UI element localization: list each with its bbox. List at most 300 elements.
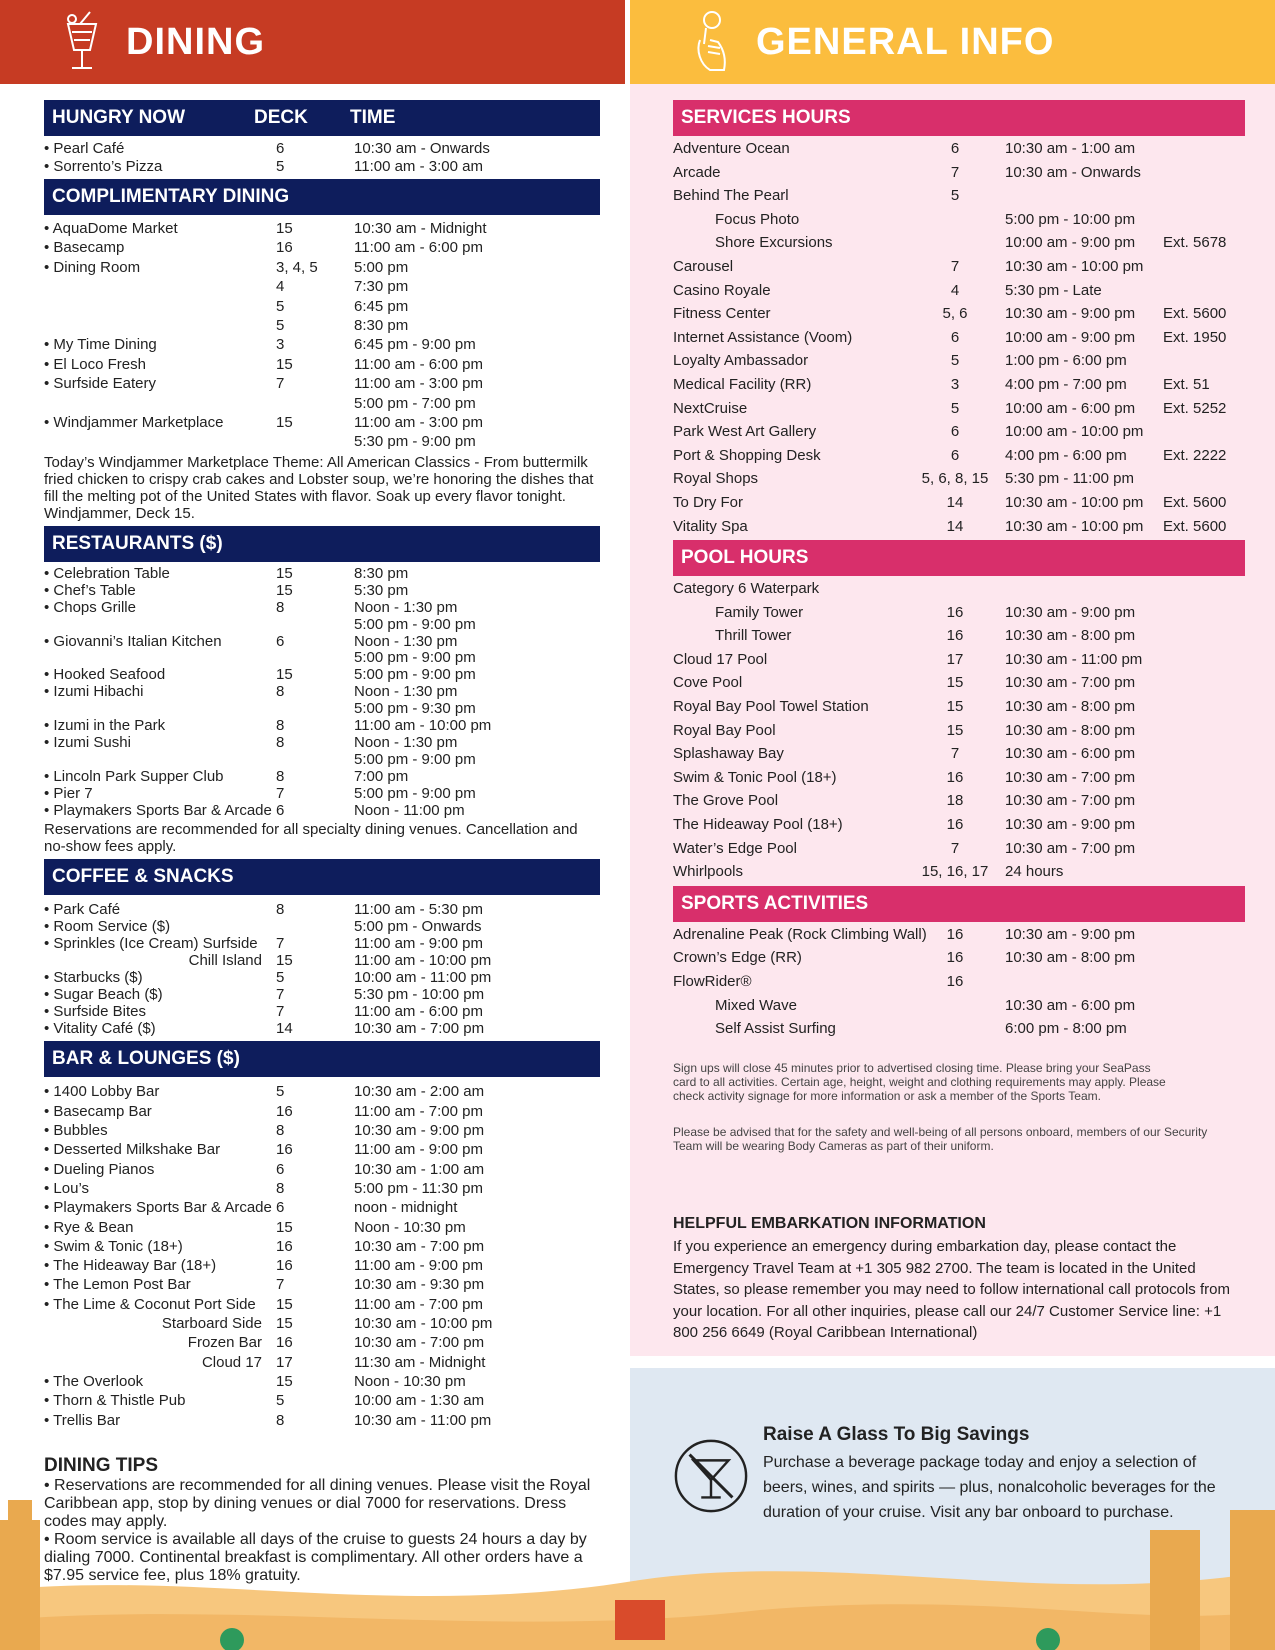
pool-hours-list	[673, 577, 1245, 884]
venue-name: Carousel	[673, 257, 734, 275]
venue-name: • The Overlook	[44, 1372, 144, 1390]
deck-number: 5, 6, 8, 15	[921, 470, 989, 488]
venue-name: Swim & Tonic Pool (18+)	[673, 768, 837, 786]
hours: Noon - 10:30 pm	[354, 1372, 466, 1390]
venue-name	[44, 432, 276, 451]
deck-number: 16	[276, 1334, 293, 1352]
deck-number: 4	[950, 281, 960, 299]
venue-name: Loyalty Ambassador	[673, 352, 809, 370]
venue-name: • Starbucks ($)	[44, 969, 143, 987]
deck-number: 7	[276, 935, 285, 953]
hours	[1005, 970, 1163, 994]
hours: 11:00 am - 5:30 pm	[354, 901, 483, 919]
deck-number: 8	[276, 901, 285, 919]
windjammer-theme-note: Today’s Windjammer Marketplace Theme: All American Classics - From buttermilk fried chicken to crispy crab cakes and Lobster soup, we’re honoring the dishes that fill the melting pot of the United States with flavor. Soak up every flavor tonight. Windjammer, Deck 15.	[44, 453, 594, 522]
list-item	[44, 786, 600, 803]
deck-number: 8	[276, 1411, 285, 1429]
venue-name: FlowRider®	[673, 973, 752, 990]
coffee-snacks-list	[44, 901, 600, 1037]
coffee-snacks-header: COFFEE & SNACKS	[44, 859, 600, 895]
list-item	[673, 444, 1245, 468]
venue-name: • Sprinkles (Ice Cream) Surfside	[44, 935, 258, 953]
venue-name: Focus Photo	[715, 210, 800, 228]
venue-name	[44, 297, 276, 316]
venue-name: • Rye & Bean	[44, 1218, 134, 1236]
list-item	[44, 803, 600, 820]
hours: 11:00 am - 10:00 pm	[354, 717, 492, 735]
list-item	[673, 601, 1245, 625]
hours: 10:30 am - 9:00 pm	[1005, 305, 1136, 323]
deck-number: 7	[276, 986, 285, 1004]
deck-number: 16	[276, 1102, 293, 1120]
services-hours-list	[673, 137, 1245, 538]
list-item	[673, 137, 1245, 161]
hours: 11:00 am - 6:00 pm	[354, 1003, 483, 1021]
deck-number: 15	[276, 581, 293, 599]
general-info-column	[673, 100, 1245, 1153]
venue-name: Fitness Center	[673, 305, 771, 323]
hungry-now-list	[44, 140, 600, 175]
deck-number: 4	[276, 278, 285, 296]
extension	[1163, 420, 1245, 444]
extension: Ext. 5678	[1163, 234, 1227, 252]
venue-name	[44, 394, 276, 413]
hours: 11:00 am - 10:00 pm	[354, 952, 492, 970]
hours: 10:30 am - 7:00 pm	[354, 1334, 485, 1352]
extension	[1163, 137, 1245, 161]
hours: Noon - 1:30 pm	[354, 598, 458, 616]
complimentary-dining-header: COMPLIMENTARY DINING	[44, 179, 600, 215]
list-item	[673, 624, 1245, 648]
venue-name: Royal Bay Pool Towel Station	[673, 698, 869, 716]
hours: 10:30 am - 9:00 pm	[1005, 816, 1136, 834]
dining-column	[44, 100, 600, 1430]
list-item	[44, 335, 600, 354]
hours: 10:30 am - 8:00 pm	[1005, 949, 1136, 967]
security-cameras-note: Please be advised that for the safety and well-being of all persons onboard, members of our Security Team will be wearing Body Cameras as part of their uniform.	[673, 1124, 1208, 1153]
hours: 11:00 am - 9:00 pm	[354, 1141, 483, 1159]
list-item	[44, 735, 600, 752]
hours: 10:30 am - 8:00 pm	[1005, 627, 1136, 645]
deck-number: 6	[276, 632, 285, 650]
promo-title: Raise A Glass To Big Savings	[763, 1424, 1030, 1445]
list-item	[44, 969, 600, 986]
list-item	[673, 255, 1245, 279]
venue-name	[44, 650, 276, 667]
list-item	[44, 1391, 600, 1410]
deck-number	[276, 617, 354, 634]
extension: Ext. 5252	[1163, 399, 1227, 417]
hours: 10:30 am - 6:00 pm	[1005, 745, 1136, 763]
list-item	[673, 161, 1245, 185]
list-item	[673, 946, 1245, 970]
list-item	[44, 1082, 600, 1101]
hours: Noon - 1:30 pm	[354, 632, 458, 650]
hours: 5:00 pm - 9:00 pm	[354, 750, 476, 768]
deck-number: 14	[946, 517, 964, 535]
hours: 5:30 pm - Late	[1005, 281, 1102, 299]
deck-number: 16	[276, 1237, 293, 1255]
deck-number: 15	[276, 355, 293, 373]
list-item	[673, 279, 1245, 303]
hours: 10:00 am - 9:00 pm	[1005, 234, 1136, 252]
deck-number	[905, 577, 1005, 601]
beverage-promo	[763, 1424, 1243, 1525]
hours: 5:00 pm - Onwards	[354, 918, 482, 936]
deck-number: 15	[946, 674, 964, 692]
list-item	[44, 277, 600, 296]
sports-activities-list	[673, 923, 1245, 1041]
deck-number: 17	[276, 1353, 293, 1371]
extension: Ext. 5600	[1163, 517, 1227, 535]
list-item	[673, 577, 1245, 601]
deck-number: 15	[276, 666, 293, 684]
deck-number: 3	[950, 375, 960, 393]
deck-number	[276, 432, 354, 451]
hours: 1:00 pm - 6:00 pm	[1005, 352, 1127, 370]
extension: Ext. 5600	[1163, 305, 1227, 323]
hours: 5:00 pm - 9:00 pm	[354, 666, 476, 684]
list-item	[673, 766, 1245, 790]
venue-name	[44, 701, 276, 718]
list-item	[44, 394, 600, 413]
list-item	[44, 566, 600, 583]
hours	[1005, 577, 1163, 601]
restaurants-header: RESTAURANTS ($)	[44, 526, 600, 562]
deck-number: 14	[276, 1020, 293, 1038]
hours: 11:00 am - 6:00 pm	[354, 355, 483, 373]
venue-name: • My Time Dining	[44, 336, 157, 354]
list-item	[44, 432, 600, 451]
list-item	[673, 860, 1245, 884]
deck-number	[276, 394, 354, 413]
hours: 5:00 pm - 9:00 pm	[354, 615, 476, 633]
sports-signup-note: Sign ups will close 45 minutes prior to advertised closing time. Please bring your SeaPass card to all activities. Certain age, height, weight and clothing requirements may apply. Please check activity signage for more information or ask a member of the Sports Team.	[673, 1060, 1166, 1103]
hours: 10:30 am - Midnight	[354, 220, 487, 237]
extension	[1163, 255, 1245, 279]
venue-name: • Sorrento’s Pizza	[44, 157, 163, 175]
info-header	[630, 0, 1275, 84]
venue-name: • Surfside Eatery	[44, 375, 156, 393]
venue-name: • The Hideaway Bar (18+)	[44, 1257, 217, 1275]
dining-tips-room-service: • Room service is available all days of the cruise to guests 24 hours a day by dialing 7000. Continental breakfast is complimentary. All other orders have a $7.95 service fee, plus 18% gratuity.	[44, 1531, 587, 1584]
deck-number: 5	[950, 352, 960, 370]
dining-tips-title: DINING TIPS	[44, 1455, 159, 1476]
deck-number: 3	[276, 336, 285, 354]
promo-text: Purchase a beverage package today and enjoy a selection of beers, wines, and spirits — plus, nonalcoholic beverages for the duration of your cruise. Visit any bar onboard to purchase.	[763, 1454, 1216, 1521]
venue-name: Adrenaline Peak (Rock Climbing Wall)	[673, 925, 927, 943]
hours: 10:30 am - Onwards	[1005, 163, 1141, 181]
venue-name: • Playmakers Sports Bar & Arcade	[44, 801, 272, 819]
venue-name: • Lou’s	[44, 1179, 90, 1197]
deck-number: 6	[950, 328, 960, 346]
venue-name: • Thorn & Thistle Pub	[44, 1392, 186, 1410]
list-item	[44, 355, 600, 374]
list-item	[44, 769, 600, 786]
hours: 10:30 am - 7:00 pm	[1005, 792, 1136, 810]
hours: 5:00 pm - 10:00 pm	[1005, 210, 1136, 228]
list-item	[673, 515, 1245, 539]
venue-name: Behind The Pearl	[673, 187, 789, 205]
deck-number	[905, 994, 1005, 1018]
complimentary-dining-list	[44, 219, 600, 452]
deck-number: 8	[276, 767, 285, 785]
hours: 10:30 am - 7:00 pm	[354, 1237, 485, 1255]
venue-name: • AquaDome Market	[44, 220, 178, 237]
deck-number: 16	[946, 949, 964, 967]
deck-number: 6	[950, 140, 960, 157]
deck-number: 7	[950, 839, 960, 857]
deck-number: 14	[946, 493, 964, 511]
deck-number: 15	[946, 698, 964, 716]
deck-number: 7	[950, 745, 960, 763]
list-item	[44, 667, 600, 684]
venue-name: • Desserted Milkshake Bar	[44, 1141, 221, 1159]
deck-number: 18	[946, 792, 964, 810]
list-item	[44, 1020, 600, 1037]
hours: 5:00 pm - 9:30 pm	[354, 700, 476, 718]
list-item	[673, 837, 1245, 861]
list-item	[673, 789, 1245, 813]
venue-name: Internet Assistance (Voom)	[673, 328, 853, 346]
deck-number: 16	[276, 1141, 293, 1159]
venue-name: Adventure Ocean	[673, 140, 790, 157]
venue-name: Port & Shopping Desk	[673, 446, 821, 464]
hours: 10:30 am - 1:00 am	[1005, 140, 1136, 157]
list-item	[673, 970, 1245, 994]
hours: 10:30 am - Onwards	[354, 140, 490, 157]
list-item	[44, 1218, 600, 1237]
venue-name: Shore Excursions	[715, 234, 833, 252]
hours: 5:30 pm	[354, 581, 409, 599]
list-item	[44, 600, 600, 617]
list-item	[44, 617, 600, 634]
venue-name: Mixed Wave	[715, 996, 797, 1014]
embarkation-title: HELPFUL EMBARKATION INFORMATION	[673, 1215, 986, 1232]
hours: 10:30 am - 2:00 am	[354, 1083, 485, 1101]
hours: 5:00 pm - 9:00 pm	[354, 649, 476, 667]
extension: Ext. 5600	[1163, 493, 1227, 511]
list-item	[44, 752, 600, 769]
deck-number: 5	[950, 187, 960, 205]
venue-name: • Sugar Beach ($)	[44, 986, 163, 1004]
hours: 5:00 pm - 9:00 pm	[354, 784, 476, 802]
deck-number	[905, 231, 1005, 255]
hours: 5:00 pm	[354, 258, 409, 276]
venue-name: • Park Café	[44, 901, 121, 919]
deck-number: 8	[276, 733, 285, 751]
list-item	[44, 718, 600, 735]
list-item	[673, 695, 1245, 719]
bar-lounges-list	[44, 1082, 600, 1429]
list-item	[673, 397, 1245, 421]
hours: 10:30 am - 10:00 pm	[1005, 517, 1144, 535]
venue-name: • El Loco Fresh	[44, 355, 146, 373]
venue-name: Park West Art Gallery	[673, 423, 817, 441]
list-item	[673, 491, 1245, 515]
venue-name: NextCruise	[673, 399, 748, 417]
hours: Noon - 11:00 pm	[354, 801, 465, 819]
hours: Noon - 1:30 pm	[354, 733, 458, 751]
list-item	[44, 258, 600, 277]
hours: Noon - 1:30 pm	[354, 683, 458, 701]
hours: 11:00 am - 9:00 pm	[354, 1257, 483, 1275]
venue-name: Royal Shops	[673, 470, 759, 488]
deck-number: 6	[276, 1199, 285, 1217]
venue-name: Chill Island	[188, 952, 262, 970]
list-item	[673, 671, 1245, 695]
deck-number: 5	[950, 399, 960, 417]
deck-number: 16	[946, 973, 964, 990]
hours: 11:30 am - Midnight	[354, 1353, 486, 1371]
venue-name: • Room Service ($)	[44, 918, 171, 936]
deck-number: 5, 6	[942, 305, 968, 323]
list-item	[44, 986, 600, 1003]
venue-name: Cloud 17 Pool	[673, 650, 768, 668]
hours: 10:30 am - 9:30 pm	[354, 1276, 485, 1294]
deck-number	[276, 701, 354, 718]
hours: 11:00 am - 3:00 pm	[354, 375, 483, 393]
extension	[1163, 349, 1245, 373]
venue-name: • Trellis Bar	[44, 1411, 121, 1429]
hours: noon - midnight	[354, 1199, 458, 1217]
deck-number: 6	[276, 801, 285, 819]
hours: 10:30 am - 1:00 am	[354, 1160, 485, 1178]
deck-number: 15	[276, 952, 293, 970]
extension: Ext. 2222	[1163, 446, 1227, 464]
list-item	[44, 1295, 600, 1314]
deck-number: 7	[276, 1276, 285, 1294]
list-item	[673, 742, 1245, 766]
hours: Noon - 10:30 pm	[354, 1218, 466, 1236]
hours: 10:00 am - 9:00 pm	[1005, 328, 1136, 346]
list-item	[673, 208, 1245, 232]
hours: 5:00 pm - 7:00 pm	[354, 394, 476, 412]
venue-name	[44, 316, 276, 335]
list-item	[673, 420, 1245, 444]
list-item	[44, 158, 600, 176]
list-item	[44, 1237, 600, 1256]
deck-number: 16	[946, 768, 964, 786]
services-hours-header: SERVICES HOURS	[673, 100, 1245, 136]
list-item	[44, 140, 600, 158]
hours: 5:30 pm - 9:00 pm	[354, 433, 476, 451]
sports-activities-header: SPORTS ACTIVITIES	[673, 886, 1245, 922]
deck-number: 15	[276, 1218, 293, 1236]
list-item	[44, 1102, 600, 1121]
venue-name: Splashaway Bay	[673, 745, 784, 763]
venue-name: The Hideaway Pool (18+)	[673, 816, 843, 834]
hours: 10:00 am - 10:00 pm	[1005, 423, 1144, 441]
hours: 10:00 am - 1:30 am	[354, 1392, 485, 1410]
list-item	[673, 184, 1245, 208]
list-item	[44, 1372, 600, 1391]
list-item	[44, 952, 600, 969]
venue-name: • Celebration Table	[44, 564, 170, 582]
venue-name: Frozen Bar	[187, 1334, 262, 1352]
dining-title: DINING	[126, 20, 265, 63]
hours: 11:00 am - 7:00 pm	[354, 1102, 483, 1120]
deck-number: 15	[276, 220, 293, 237]
venue-name: • The Lime & Coconut Port Side	[44, 1295, 256, 1313]
venue-name: • Windjammer Marketplace	[44, 414, 224, 432]
hours: 10:30 am - 11:00 pm	[1005, 650, 1143, 668]
venue-name: Cloud 17	[201, 1353, 262, 1371]
list-item	[673, 813, 1245, 837]
hours: 10:30 am - 8:00 pm	[1005, 698, 1136, 716]
list-item	[44, 1121, 600, 1140]
list-item	[44, 413, 600, 432]
venue-name: • 1400 Lobby Bar	[44, 1083, 160, 1101]
venue-name: • Pearl Café	[44, 140, 125, 157]
list-item	[44, 1160, 600, 1179]
venue-name: Water’s Edge Pool	[673, 839, 797, 857]
deck-number: 8	[276, 598, 285, 616]
venue-name: Royal Bay Pool	[673, 721, 776, 739]
hours: 10:30 am - 7:00 pm	[1005, 674, 1136, 692]
hours: 10:30 am - 11:00 pm	[354, 1411, 492, 1429]
hours: 4:00 pm - 7:00 pm	[1005, 375, 1127, 393]
cocktail-icon	[60, 10, 104, 74]
venue-name: • Izumi Sushi	[44, 733, 131, 751]
list-item	[44, 1333, 600, 1352]
deck-number: 15	[276, 1372, 293, 1390]
venue-name: • Dining Room	[44, 258, 141, 276]
deck-number	[276, 650, 354, 667]
deck-number: 5	[276, 969, 285, 987]
list-item	[673, 648, 1245, 672]
list-item	[44, 1314, 600, 1333]
hours: 10:30 am - 6:00 pm	[1005, 996, 1136, 1014]
hours: 24 hours	[1005, 863, 1064, 881]
list-item	[44, 219, 600, 238]
venue-name: Casino Royale	[673, 281, 771, 299]
deck-number: 6	[276, 1160, 285, 1178]
venue-name: • Surfside Bites	[44, 1003, 146, 1021]
deck-number: 8	[276, 683, 285, 701]
extension	[1163, 279, 1245, 303]
pool-hours-header: POOL HOURS	[673, 540, 1245, 576]
hours: 10:30 am - 7:00 pm	[354, 1020, 485, 1038]
hours: 11:00 am - 9:00 pm	[354, 935, 483, 953]
venue-name: To Dry For	[673, 493, 744, 511]
list-item	[44, 1411, 600, 1430]
reservations-note: Reservations are recommended for all specialty dining venues. Cancellation and no-show fees apply.	[44, 821, 578, 856]
list-item	[44, 1198, 600, 1217]
list-item	[44, 684, 600, 701]
venue-name: • Pier 7	[44, 784, 93, 802]
list-item	[44, 935, 600, 952]
deck-number: 7	[276, 1003, 285, 1021]
venue-name: • Basecamp Bar	[44, 1102, 152, 1120]
deck-number: 15, 16, 17	[921, 863, 989, 881]
hours: 10:30 am - 10:00 pm	[1005, 493, 1144, 511]
deck-number: 16	[946, 603, 964, 621]
venue-name: • Lincoln Park Supper Club	[44, 767, 224, 785]
venue-name: Family Tower	[715, 603, 804, 621]
hours: 10:00 am - 6:00 pm	[1005, 399, 1136, 417]
deck-number: 3, 4, 5	[276, 258, 318, 276]
deck-number: 5	[276, 157, 285, 175]
hours: 10:30 am - 8:00 pm	[1005, 721, 1136, 739]
hours: 8:30 pm	[354, 564, 409, 582]
deck-number: 5	[276, 317, 285, 335]
bar-lounges-header: BAR & LOUNGES ($)	[44, 1041, 600, 1077]
deck-number	[276, 752, 354, 769]
hours: 7:30 pm	[354, 278, 409, 296]
deck-number: 15	[276, 414, 293, 432]
hours: 6:00 pm - 8:00 pm	[1005, 1020, 1127, 1038]
